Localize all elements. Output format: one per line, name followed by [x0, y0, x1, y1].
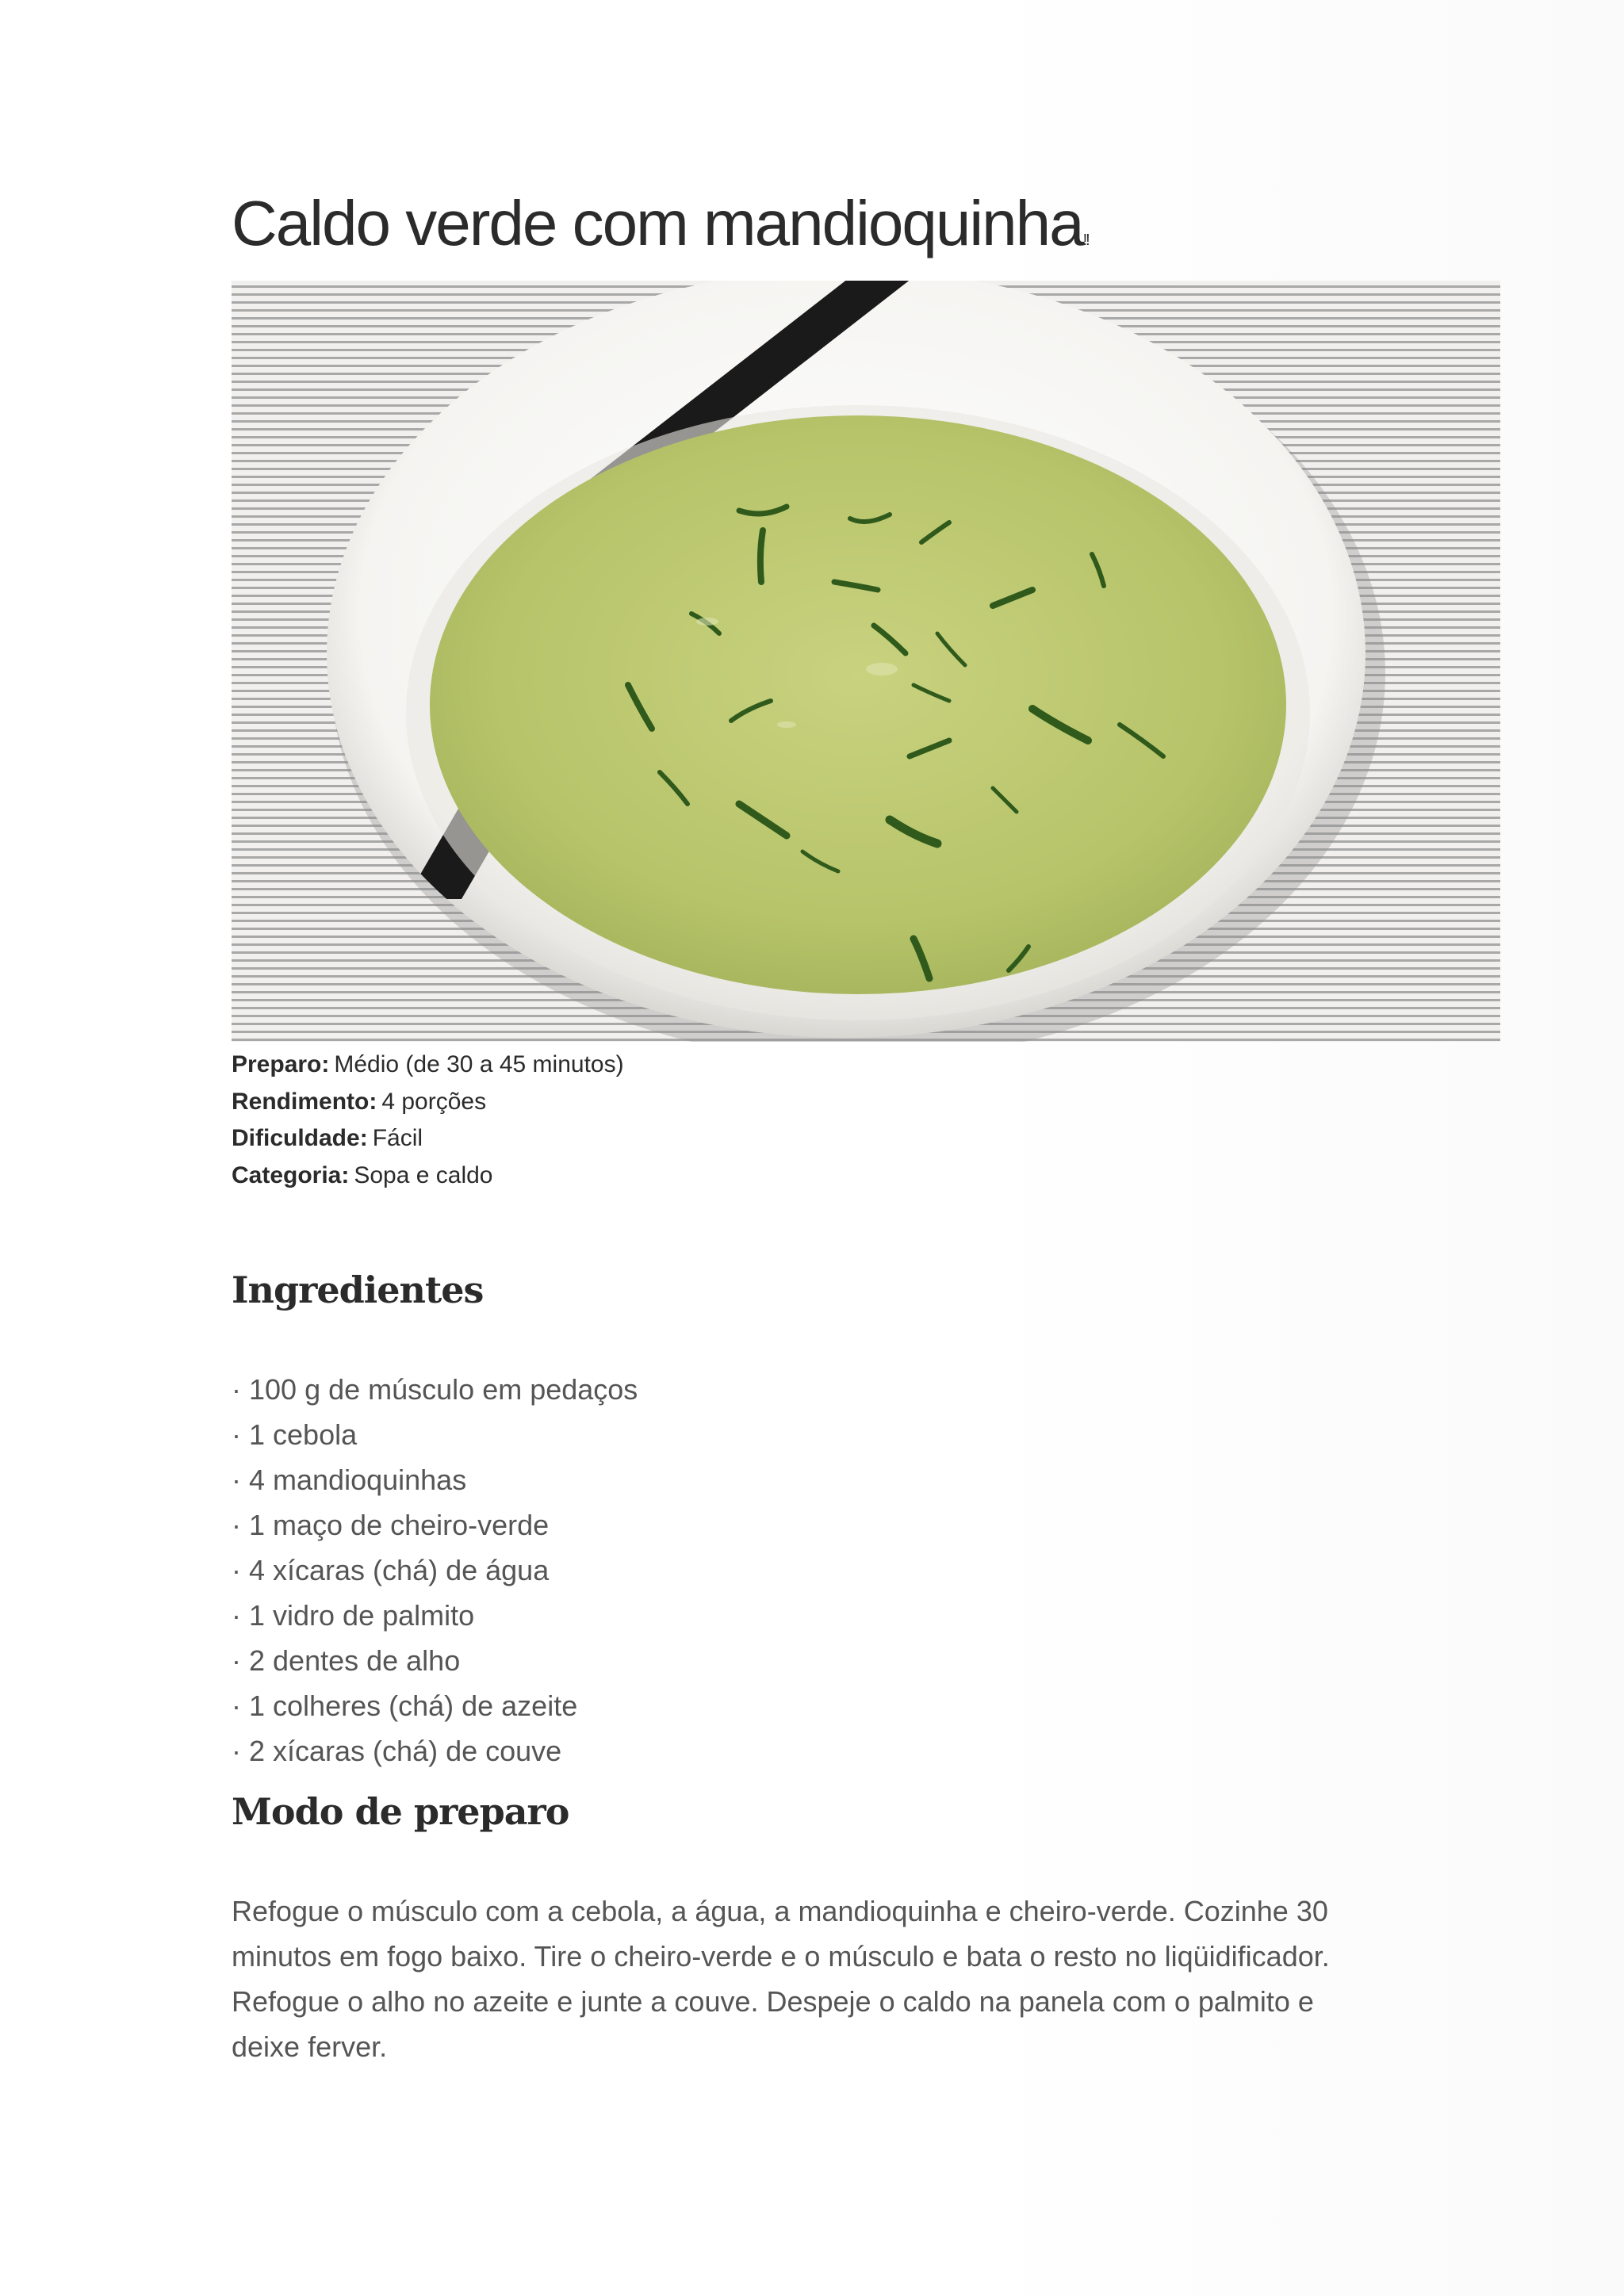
meta-label: Rendimento: — [232, 1088, 377, 1115]
recipe-title-text: Caldo verde com mandioquinha — [232, 188, 1083, 258]
meta-value: Sopa e caldo — [354, 1161, 493, 1188]
meta-label: Preparo: — [232, 1051, 330, 1077]
bullet: · — [232, 1373, 241, 1406]
ingredients-heading: Ingredientes — [232, 1269, 484, 1311]
ingredient-text: 1 colheres (chá) de azeite — [249, 1689, 578, 1722]
meta-rendimento — [232, 1084, 624, 1121]
bullet: · — [232, 1599, 241, 1632]
bullet: · — [232, 1554, 241, 1586]
ingredient-text: 4 mandioquinhas — [249, 1464, 467, 1496]
ingredient-text: 4 xícaras (chá) de água — [249, 1554, 550, 1586]
meta-categoria — [232, 1158, 624, 1195]
ingredient-text: 2 dentes de alho — [249, 1644, 461, 1677]
bullet: · — [232, 1644, 241, 1677]
meta-dificuldade — [232, 1120, 624, 1158]
list-item — [232, 1367, 638, 1412]
ingredient-text: 1 vidro de palmito — [249, 1599, 475, 1632]
bullet: · — [232, 1509, 241, 1541]
meta-value: Médio (de 30 a 45 minutos) — [334, 1051, 624, 1077]
meta-preparo — [232, 1047, 624, 1084]
meta-value: 4 porções — [381, 1088, 487, 1115]
list-item — [232, 1412, 638, 1457]
meta-label: Dificuldade: — [232, 1125, 368, 1151]
list-item — [232, 1683, 638, 1728]
list-item — [232, 1728, 638, 1774]
list-item — [232, 1593, 638, 1638]
bullet: · — [232, 1464, 241, 1496]
ingredients-list — [232, 1367, 638, 1774]
method-heading: Modo de preparo — [232, 1790, 569, 1833]
recipe-title — [232, 187, 1089, 260]
title-mark: !! — [1082, 232, 1089, 249]
bullet: · — [232, 1735, 241, 1767]
ingredient-text: 2 xícaras (chá) de couve — [249, 1735, 562, 1767]
bullet: · — [232, 1418, 241, 1451]
meta-value: Fácil — [372, 1125, 423, 1151]
list-item — [232, 1502, 638, 1548]
list-item — [232, 1457, 638, 1502]
bullet: · — [232, 1689, 241, 1722]
list-item — [232, 1548, 638, 1593]
soup-bowl-photo — [232, 281, 1500, 1042]
method-text: Refogue o músculo com a cebola, a água, a mandioquinha e cheiro-verde. Cozinhe 30 minutos em fogo baixo. Tire o cheiro-verde e o músculo e bata o resto no liqüidificador. Refogue o alho no azeite e junte a couve. Despeje o caldo na panela com o palmito e deixe ferver. — [232, 1895, 1330, 2063]
ingredient-text: 1 cebola — [249, 1418, 358, 1451]
ingredient-text: 1 maço de cheiro-verde — [249, 1509, 550, 1541]
ingredient-text: 100 g de músculo em pedaços — [249, 1373, 638, 1406]
soup — [430, 415, 1286, 994]
list-item — [232, 1638, 638, 1683]
recipe-meta — [232, 1047, 624, 1194]
meta-label: Categoria: — [232, 1161, 350, 1188]
